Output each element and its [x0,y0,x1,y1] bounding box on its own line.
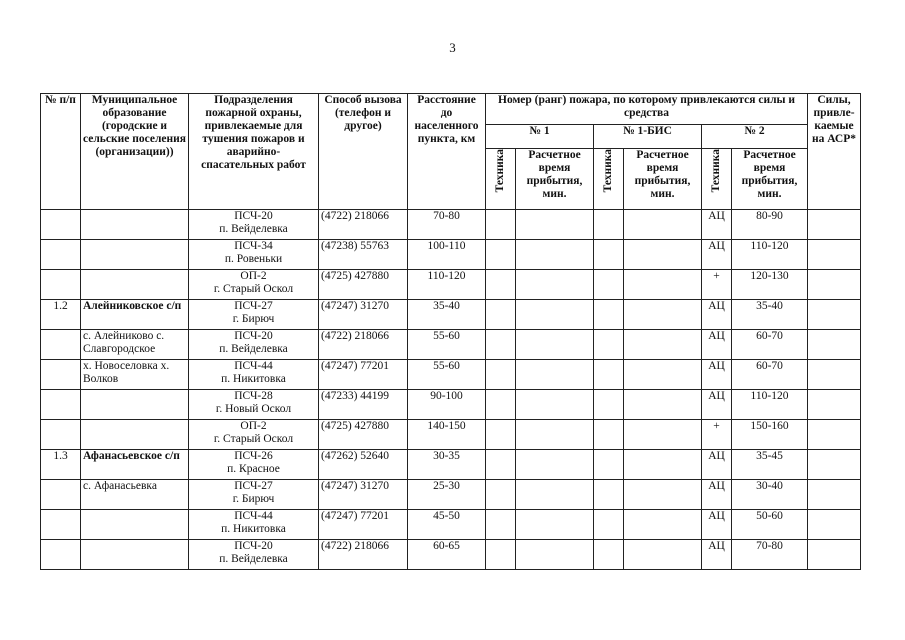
row-tech-1 [486,390,516,420]
header-rank-2: № 2 [702,125,808,149]
row-asr [808,480,861,510]
row-distance: 35-40 [408,300,486,330]
row-municipality [81,420,189,450]
row-distance: 60-65 [408,540,486,570]
row-phone: (4722) 218066 [319,330,408,360]
fire-response-table [40,93,861,570]
row-num [41,420,81,450]
row-arrival-1 [516,540,594,570]
row-tech-2: АЦ [702,360,732,390]
row-num [41,480,81,510]
row-arrival-2: 35-40 [732,300,808,330]
unit-location: г. Бирюч [232,313,275,325]
row-asr [808,210,861,240]
row-tech-2: АЦ [702,510,732,540]
row-asr [808,540,861,570]
row-distance: 140-150 [408,420,486,450]
row-asr [808,240,861,270]
header-rank-1bis: № 1-БИС [594,125,702,149]
row-distance: 25-30 [408,480,486,510]
header-rank-1: № 1 [486,125,594,149]
row-unit [189,510,319,540]
row-municipality [81,240,189,270]
unit-location: п. Никитовка [221,523,286,535]
header-call-method: Способ вызова (телефон и другое) [319,94,408,210]
row-arrival-1bis [624,450,702,480]
row-asr [808,420,861,450]
row-num [41,330,81,360]
unit-name: ПСЧ-28 [234,390,273,402]
row-arrival-1 [516,300,594,330]
row-asr [808,270,861,300]
row-unit [189,390,319,420]
row-arrival-1bis [624,390,702,420]
row-municipality [81,390,189,420]
row-tech-1bis [594,300,624,330]
row-tech-1bis [594,510,624,540]
unit-location: г. Старый Оскол [213,433,294,445]
row-phone: (47247) 31270 [319,480,408,510]
row-asr [808,360,861,390]
table-row [41,450,861,480]
row-tech-2: + [702,420,732,450]
header-arrival-1bis: Расчетное время прибытия, мин. [624,149,702,210]
row-arrival-2: 110-120 [732,240,808,270]
row-phone: (47247) 77201 [319,360,408,390]
row-arrival-1bis [624,480,702,510]
row-tech-1bis [594,270,624,300]
header-asr: Силы, привле-каемые на АСР* [808,94,861,210]
table-row [41,390,861,420]
row-arrival-1 [516,210,594,240]
unit-name: ПСЧ-20 [234,210,273,222]
row-unit [189,480,319,510]
row-municipality: Алейниковское с/п [81,300,189,330]
row-tech-2: АЦ [702,450,732,480]
row-arrival-1 [516,510,594,540]
row-arrival-2: 50-60 [732,510,808,540]
unit-location: п. Никитовка [221,373,286,385]
row-num [41,510,81,540]
row-tech-2: АЦ [702,240,732,270]
header-tech-1bis: Техника [594,149,624,210]
row-distance: 100-110 [408,240,486,270]
unit-location: п. Вейделевка [219,343,288,355]
row-arrival-1 [516,270,594,300]
table-row [41,330,861,360]
row-distance: 30-35 [408,450,486,480]
header-arrival-1: Расчетное время прибытия, мин. [516,149,594,210]
row-tech-1bis [594,540,624,570]
row-phone: (4722) 218066 [319,210,408,240]
row-arrival-1bis [624,270,702,300]
row-unit [189,330,319,360]
row-tech-1bis [594,330,624,360]
row-phone: (47233) 44199 [319,390,408,420]
row-arrival-1bis [624,210,702,240]
row-arrival-1 [516,420,594,450]
row-municipality: с. Афанасьевка [81,480,189,510]
header-arrival-2: Расчетное время прибытия, мин. [732,149,808,210]
unit-location: п. Вейделевка [219,553,288,565]
row-arrival-1 [516,240,594,270]
row-tech-1 [486,360,516,390]
row-phone: (4725) 427880 [319,420,408,450]
header-tech-2: Техника [702,149,732,210]
row-phone: (4725) 427880 [319,270,408,300]
row-tech-2: АЦ [702,210,732,240]
row-arrival-2: 70-80 [732,540,808,570]
row-arrival-2: 30-40 [732,480,808,510]
row-phone: (4722) 218066 [319,540,408,570]
row-tech-1bis [594,210,624,240]
row-phone: (47247) 31270 [319,300,408,330]
row-asr [808,450,861,480]
row-municipality [81,540,189,570]
row-distance: 90-100 [408,390,486,420]
row-distance: 70-80 [408,210,486,240]
row-num: 1.3 [41,450,81,480]
row-tech-1bis [594,450,624,480]
row-unit [189,300,319,330]
row-tech-2: АЦ [702,330,732,360]
row-phone: (47238) 55763 [319,240,408,270]
row-municipality [81,270,189,300]
row-tech-2: АЦ [702,390,732,420]
row-tech-2: + [702,270,732,300]
row-unit [189,240,319,270]
unit-location: п. Красное [227,463,280,475]
unit-location: п. Ровеньки [224,253,283,265]
row-num [41,390,81,420]
page-number: 3 [449,40,456,55]
unit-location: п. Вейделевка [219,223,288,235]
row-arrival-2: 110-120 [732,390,808,420]
row-arrival-2: 120-130 [732,270,808,300]
row-arrival-1 [516,390,594,420]
header-fire-rank: Номер (ранг) пожара, по которому привлекаются силы и средства [486,94,808,125]
unit-name: ПСЧ-20 [234,330,273,342]
row-arrival-1 [516,480,594,510]
row-tech-1bis [594,480,624,510]
unit-name: ПСЧ-27 [234,480,273,492]
row-tech-1 [486,540,516,570]
table-row [41,210,861,240]
row-asr [808,330,861,360]
row-tech-1bis [594,240,624,270]
table-row [41,240,861,270]
row-tech-1 [486,450,516,480]
row-tech-1bis [594,360,624,390]
table-row [41,360,861,390]
unit-name: ПСЧ-27 [234,300,273,312]
unit-name: ПСЧ-44 [234,360,273,372]
header-units: Подразделения пожарной охраны, привлекаемые для тушения пожаров и аварийно-спасательных работ [189,94,319,210]
header-num: № п/п [41,94,81,210]
table-row [41,300,861,330]
row-distance: 45-50 [408,510,486,540]
row-num [41,240,81,270]
row-unit [189,210,319,240]
row-asr [808,510,861,540]
header-distance: Расстояние до населенного пункта, км [408,94,486,210]
row-municipality: Афанасьевское с/п [81,450,189,480]
table-row [41,420,861,450]
row-unit [189,420,319,450]
row-distance: 110-120 [408,270,486,300]
row-unit [189,270,319,300]
row-unit [189,360,319,390]
row-tech-1 [486,480,516,510]
unit-name: ПСЧ-20 [234,540,273,552]
row-num [41,270,81,300]
row-tech-1 [486,270,516,300]
row-tech-1bis [594,420,624,450]
row-arrival-1 [516,360,594,390]
row-arrival-1bis [624,240,702,270]
row-arrival-2: 150-160 [732,420,808,450]
row-arrival-1bis [624,360,702,390]
unit-name: ОП-2 [240,420,267,432]
row-arrival-1bis [624,420,702,450]
row-tech-2: АЦ [702,540,732,570]
row-distance: 55-60 [408,360,486,390]
unit-name: ПСЧ-44 [234,510,273,522]
unit-name: ПСЧ-34 [234,240,273,252]
row-unit [189,540,319,570]
row-phone: (47247) 77201 [319,510,408,540]
unit-location: г. Новый Оскол [215,403,292,415]
row-municipality [81,510,189,540]
row-num [41,540,81,570]
row-arrival-1bis [624,330,702,360]
row-num [41,210,81,240]
row-asr [808,390,861,420]
row-arrival-1 [516,330,594,360]
row-asr [808,300,861,330]
row-municipality [81,210,189,240]
row-tech-2: АЦ [702,480,732,510]
row-tech-1 [486,330,516,360]
row-arrival-2: 60-70 [732,330,808,360]
row-arrival-2: 80-90 [732,210,808,240]
table-row [41,270,861,300]
table-row [41,540,861,570]
row-municipality: с. Алейниково с. Славгородское [81,330,189,360]
table-row [41,510,861,540]
row-tech-1 [486,420,516,450]
row-tech-1 [486,240,516,270]
unit-location: г. Старый Оскол [213,283,294,295]
unit-name: ОП-2 [240,270,267,282]
row-num [41,360,81,390]
table-row [41,480,861,510]
row-tech-2: АЦ [702,300,732,330]
header-tech-1: Техника [486,149,516,210]
unit-location: г. Бирюч [232,493,275,505]
row-unit [189,450,319,480]
row-arrival-1bis [624,540,702,570]
unit-name: ПСЧ-26 [234,450,273,462]
header-municipality: Муниципальное образование (городские и сельские поселения (организации)) [81,94,189,210]
row-tech-1 [486,300,516,330]
row-tech-1 [486,210,516,240]
row-arrival-1bis [624,300,702,330]
row-arrival-1bis [624,510,702,540]
row-distance: 55-60 [408,330,486,360]
row-tech-1bis [594,390,624,420]
row-arrival-2: 35-45 [732,450,808,480]
row-phone: (47262) 52640 [319,450,408,480]
row-tech-1 [486,510,516,540]
row-arrival-1 [516,450,594,480]
row-arrival-2: 60-70 [732,360,808,390]
row-num: 1.2 [41,300,81,330]
row-municipality: х. Новоселовка х. Волков [81,360,189,390]
